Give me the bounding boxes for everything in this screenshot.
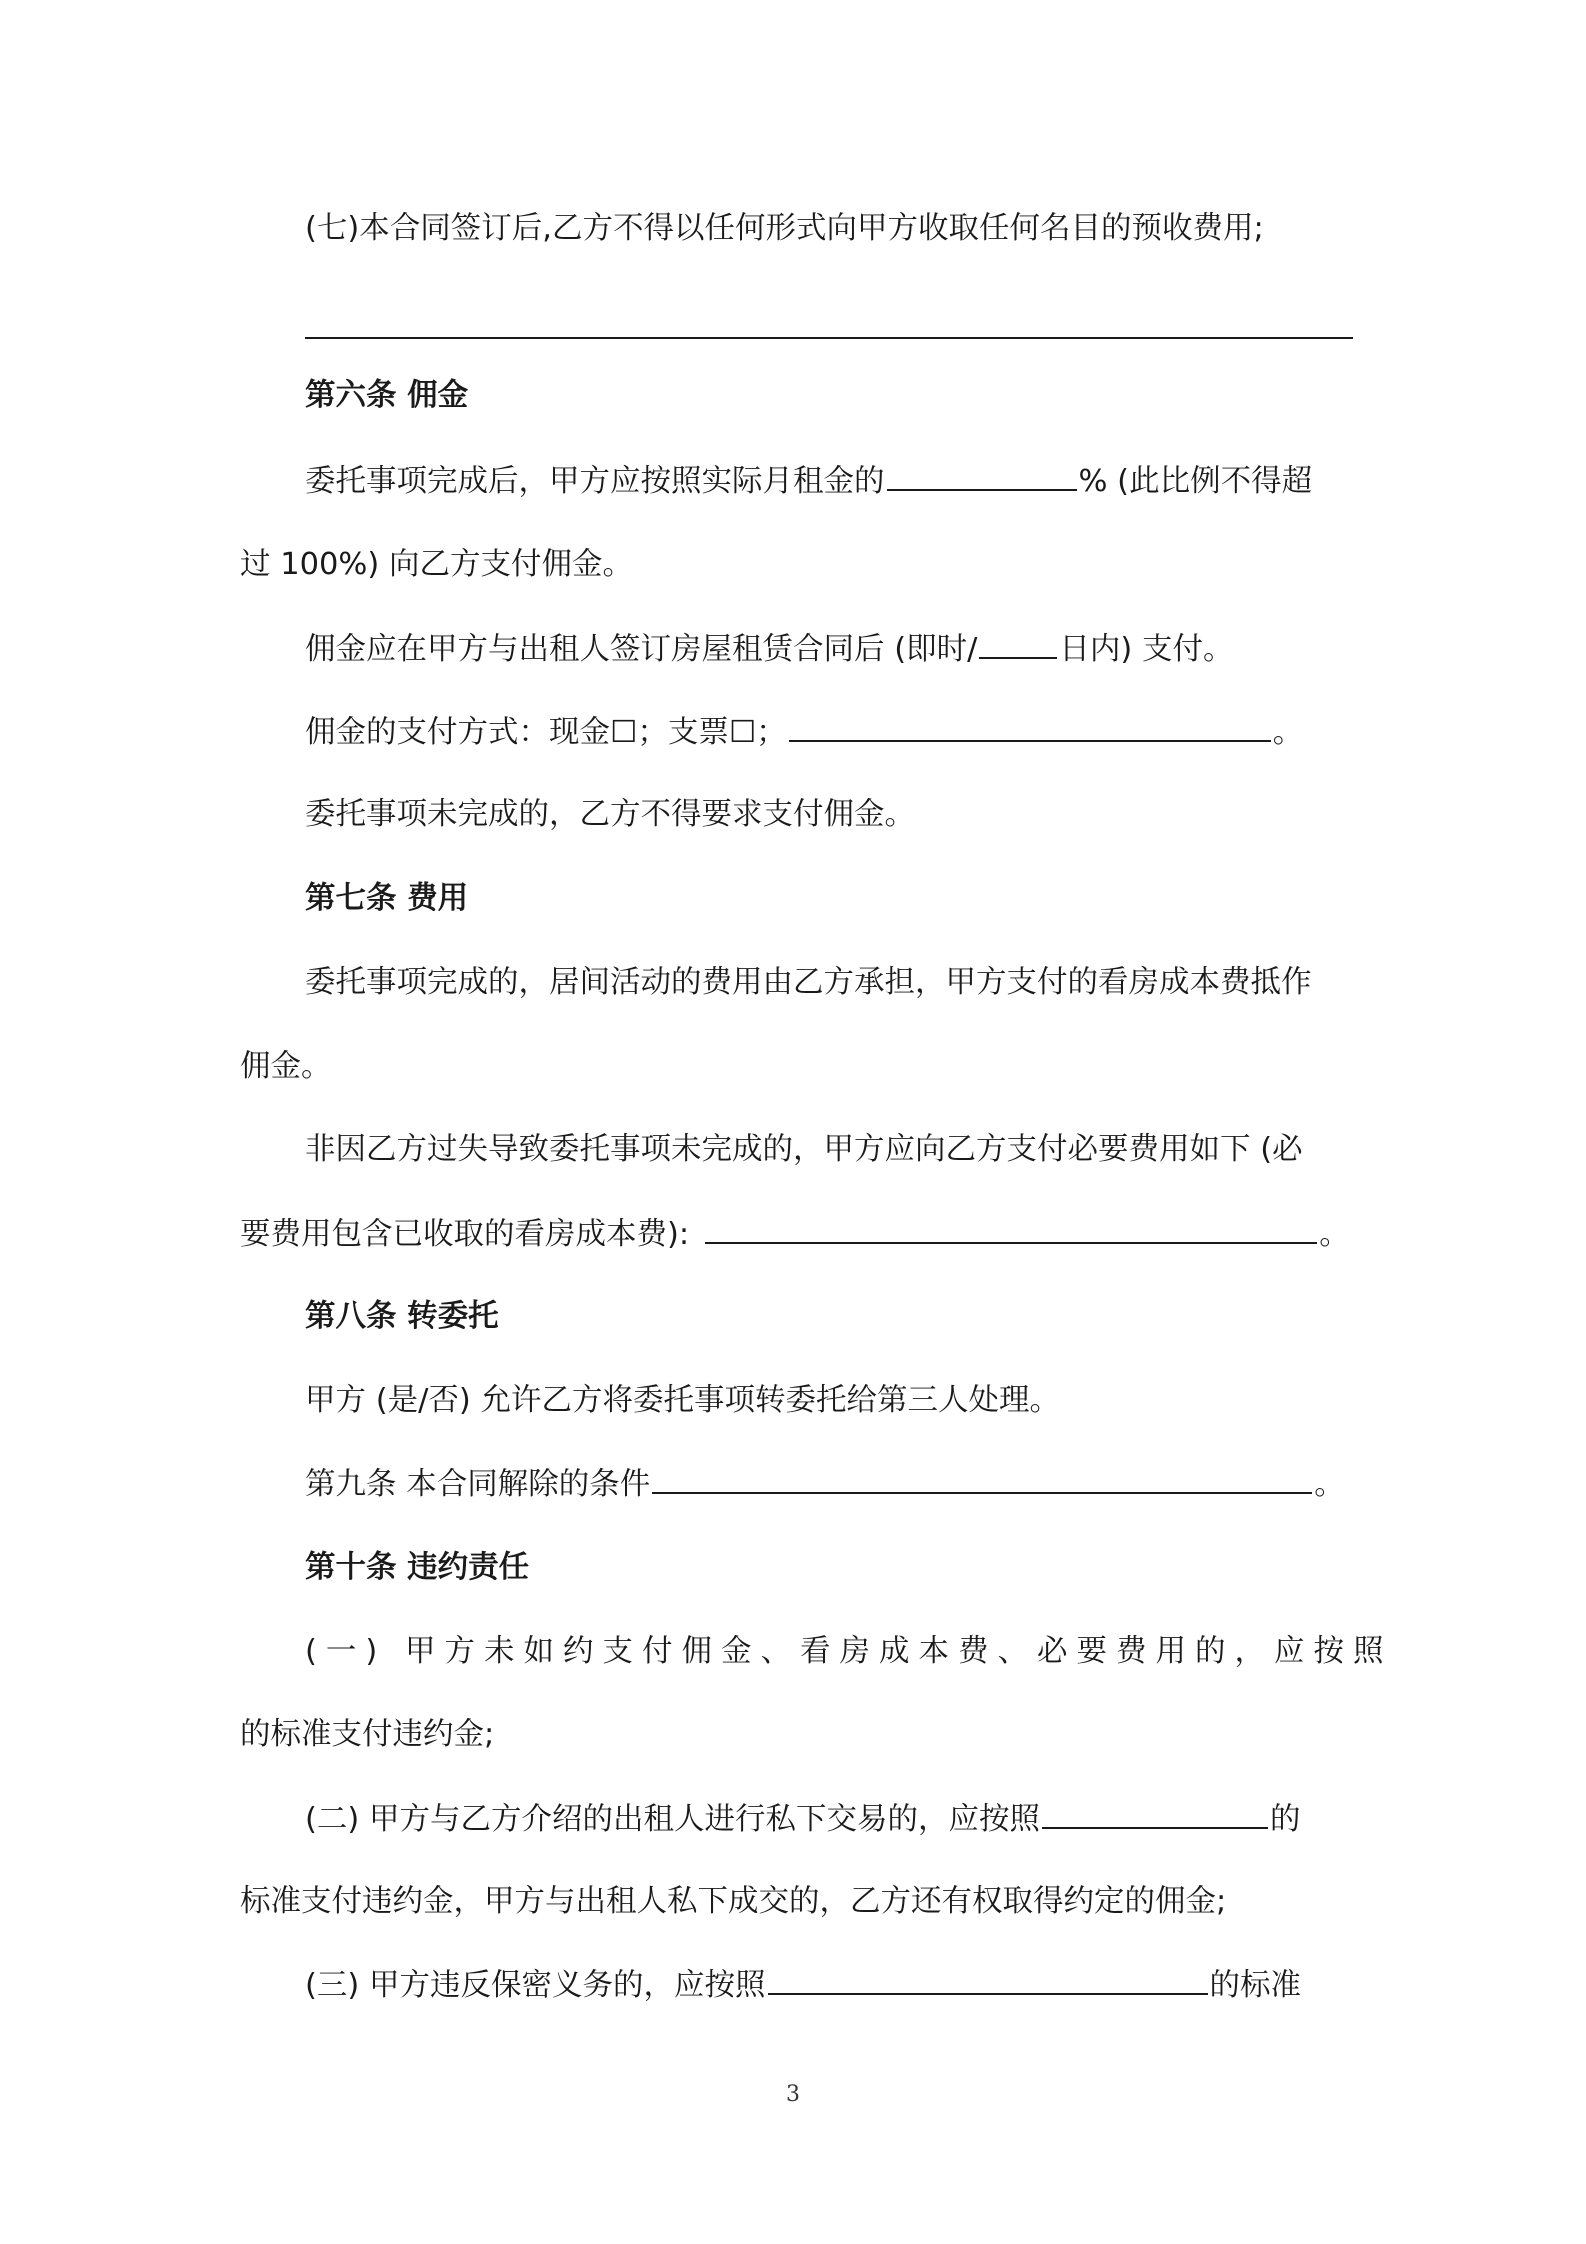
text: 日内) 支付。 bbox=[1059, 632, 1234, 667]
days-blank[interactable] bbox=[979, 627, 1057, 659]
fill-in-rule bbox=[305, 337, 1353, 339]
text: 的 bbox=[1270, 1802, 1301, 1837]
article-8-para-1: 甲方 (是/否) 允许乙方将委托事项转委托给第三人处理。 bbox=[305, 1383, 1060, 1418]
article-10-clause-3 bbox=[305, 1963, 1301, 2007]
text: 委托事项完成后，甲方应按照实际月租金的 bbox=[305, 464, 885, 499]
article-6-para-4: 委托事项未完成的，乙方不得要求支付佣金。 bbox=[305, 797, 915, 832]
article-8-heading: 第八条 转委托 bbox=[305, 1299, 499, 1334]
article-10-heading: 第十条 违约责任 bbox=[305, 1550, 530, 1585]
article-7-para-2-cont bbox=[240, 1212, 1350, 1256]
article-10-clause-2 bbox=[305, 1797, 1301, 1841]
text: 的标准 bbox=[1209, 1968, 1301, 2003]
percentage-blank[interactable] bbox=[887, 459, 1077, 491]
confidentiality-penalty-blank[interactable] bbox=[768, 1963, 1208, 1995]
article-7-para-1-cont: 佣金。 bbox=[240, 1049, 332, 1084]
clause-7-text: (七)本合同签订后,乙方不得以任何形式向甲方收取任何名目的预收费用; bbox=[305, 211, 1264, 246]
text: 第九条 本合同解除的条件 bbox=[305, 1467, 651, 1502]
article-6-para-2 bbox=[305, 627, 1233, 671]
article-6-para-3 bbox=[305, 710, 1303, 754]
article-10-clause-2-cont: 标准支付违约金，甲方与出租人私下成交的，乙方还有权取得约定的佣金; bbox=[240, 1884, 1227, 1919]
text: 要费用包含已收取的看房成本费): bbox=[240, 1217, 690, 1252]
article-6-para-1-cont: 过 100%) 向乙方支付佣金。 bbox=[240, 547, 633, 582]
termination-conditions-blank[interactable] bbox=[652, 1462, 1312, 1494]
article-9-line bbox=[305, 1462, 1345, 1506]
page-number: 3 bbox=[786, 2082, 800, 2107]
text: % (此比例不得超 bbox=[1078, 464, 1313, 499]
text: 。 bbox=[1314, 1467, 1345, 1502]
text: 佣金的支付方式：现金☐；支票☐； bbox=[305, 715, 787, 750]
text: (二) 甲方与乙方介绍的出租人进行私下交易的，应按照 bbox=[305, 1802, 1040, 1837]
article-10-clause-1: (一) 甲方未如约支付佣金、看房成本费、必要费用的，应按照 bbox=[305, 1634, 1393, 1669]
private-deal-penalty-blank[interactable] bbox=[1042, 1797, 1268, 1829]
article-10-clause-1-cont: 的标准支付违约金; bbox=[240, 1717, 495, 1752]
text: 佣金应在甲方与出租人签订房屋租赁合同后 (即时/ bbox=[305, 632, 978, 667]
article-6-heading: 第六条 佣金 bbox=[305, 378, 469, 413]
text: 。 bbox=[1319, 1217, 1350, 1252]
payment-method-blank[interactable] bbox=[789, 710, 1271, 742]
article-7-para-1: 委托事项完成的，居间活动的费用由乙方承担，甲方支付的看房成本费抵作 bbox=[305, 965, 1312, 1000]
text: 。 bbox=[1272, 715, 1304, 750]
necessary-expenses-blank[interactable] bbox=[705, 1212, 1317, 1244]
article-7-para-2: 非因乙方过失导致委托事项未完成的，甲方应向乙方支付必要费用如下 (必 bbox=[305, 1132, 1303, 1167]
article-7-heading: 第七条 费用 bbox=[305, 881, 469, 916]
text: (三) 甲方违反保密义务的，应按照 bbox=[305, 1968, 766, 2003]
article-6-para-1 bbox=[305, 459, 1312, 503]
